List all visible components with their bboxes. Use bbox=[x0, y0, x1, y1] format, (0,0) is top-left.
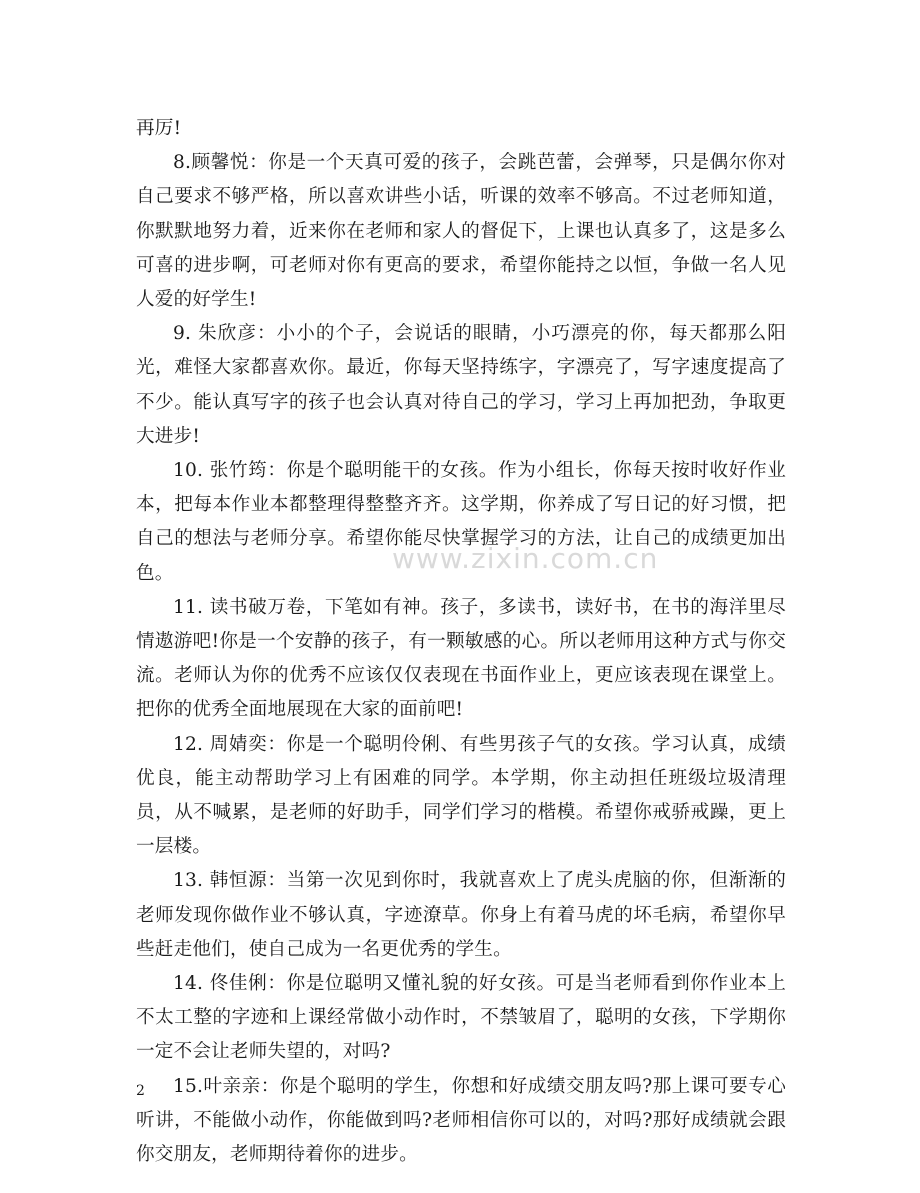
document-body bbox=[136, 112, 786, 1172]
paragraph-comment-12: 12. 周婧奕：你是一个聪明伶俐、有些男孩子气的女孩。学习认真，成绩优良，能主动帮助学习上有困难的同学。本学期，你主动担任班级垃圾清理员，从不喊累，是老师的好助手，同学们学习的楷模。希望你戒骄戒躁，更上一层楼。 bbox=[136, 733, 786, 858]
watermark: www.zixin.com.cn bbox=[392, 542, 659, 575]
paragraph-comment-15: 15.叶亲亲：你是个聪明的学生，你想和好成绩交朋友吗?那上课可要专心听讲，不能做小动作，你能做到吗?老师相信你可以的，对吗?那好成绩就会跟你交朋友，老师期待着你的进步。 bbox=[136, 1075, 786, 1166]
paragraph-comment-14: 14. 佟佳俐：你是位聪明又懂礼貌的好女孩。可是当老师看到你作业本上不太工整的字迹和上课经常做小动作时，不禁皱眉了，聪明的女孩，下学期你一定不会让老师失望的，对吗? bbox=[136, 973, 786, 1063]
paragraph-comment-11: 11. 读书破万卷，下笔如有神。孩子，多读书，读好书，在书的海洋里尽情遨游吧!你是一个安静的孩子，有一颗敏感的心。所以老师用这种方式与你交流。老师认为你的优秀不应该仅仅表现在书面作业上，更应该表现在课堂上。把你的优秀全面地展现在大家的面前吧! bbox=[136, 596, 786, 721]
paragraph-comment-9: 9. 朱欣彦：小小的个子，会说话的眼睛，小巧漂亮的你，每天都那么阳光，难怪大家都喜欢你。最近，你每天坚持练字，字漂亮了，写字速度提高了不少。能认真写字的孩子也会认真对待自己的学习，学习上再加把劲，争取更大进步! bbox=[136, 323, 786, 447]
paragraph-comment-13: 13. 韩恒源：当第一次见到你时，我就喜欢上了虎头虎脑的你，但渐渐的老师发现你做作业不够认真，字迹潦草。你身上有着马虎的坏毛病，希望你早些赶走他们，使自己成为一名更优秀的学生。 bbox=[136, 870, 786, 960]
paragraph-comment-10: 10. 张竹筠：你是个聪明能干的女孩。作为小组长，你每天按时收好作业本，把每本作业本都整理得整整齐齐。这学期，你养成了写日记的好习惯，把自己的想法与老师分享。希望你能尽快掌握学习的方法，让自己的成绩更加出色。 bbox=[136, 460, 786, 584]
paragraph-comment-8: 8.顾馨悦：你是一个天真可爱的孩子，会跳芭蕾，会弹琴，只是偶尔你对自己要求不够严格，所以喜欢讲些小话，听课的效率不够高。不过老师知道，你默默地努力着，近来你在老师和家人的督促下，上课也认真多了，这是多么可喜的进步啊，可老师对你有更高的要求，希望你能持之以恒，争做一名人见人爱的好学生! bbox=[136, 152, 786, 311]
paragraph-continuation: 再厉! bbox=[136, 118, 182, 139]
page-number: 2 bbox=[136, 1083, 145, 1099]
